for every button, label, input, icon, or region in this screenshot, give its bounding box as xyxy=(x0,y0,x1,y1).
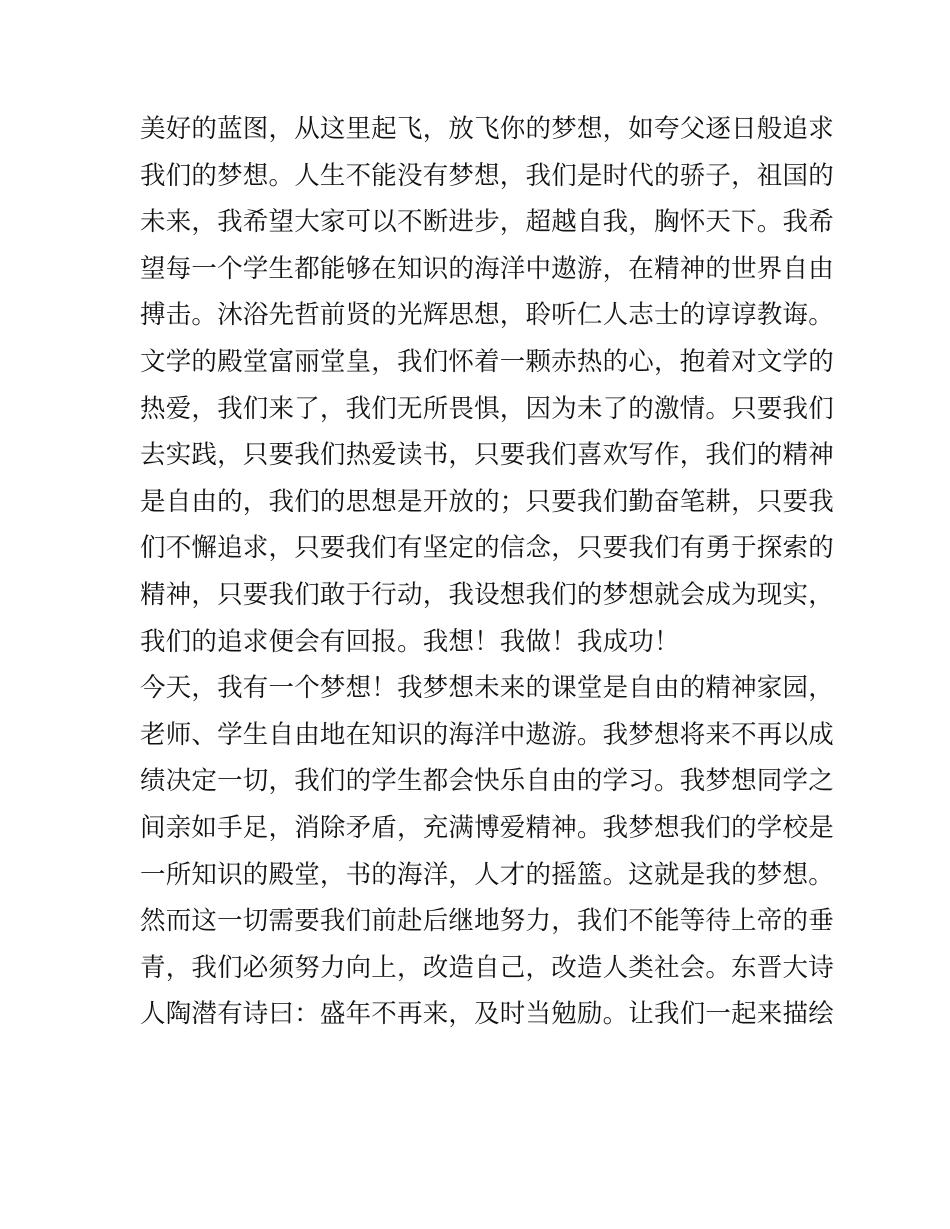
text-line: 精神，只要我们敢于行动，我设想我们的梦想就会成为现实， xyxy=(140,579,834,610)
text-line: 老师、学生自由地在知识的海洋中遨游。我梦想将来不再以成 xyxy=(140,719,834,750)
text-line: 是自由的，我们的思想是开放的；只要我们勤奋笔耕，只要我 xyxy=(140,486,834,517)
text-line: 然而这一切需要我们前赴后继地努力，我们不能等待上帝的垂 xyxy=(140,906,834,937)
text-line: 们不懈追求，只要我们有坚定的信念，只要我们有勇于探索的 xyxy=(140,533,834,564)
body-text xyxy=(140,106,834,1038)
text-line: 一所知识的殿堂，书的海洋，人才的摇篮。这就是我的梦想。 xyxy=(140,859,834,890)
text-line: 文学的殿堂富丽堂皇，我们怀着一颗赤热的心，抱着对文学的 xyxy=(140,346,834,377)
text-line: 我们的追求便会有回报。我想！我做！我成功！ xyxy=(140,626,680,657)
text-line: 我们的梦想。人生不能没有梦想，我们是时代的骄子，祖国的 xyxy=(140,160,834,191)
text-line: 人陶潜有诗曰：盛年不再来，及时当勉励。让我们一起来描绘 xyxy=(140,999,834,1030)
text-line: 搏击。沐浴先哲前贤的光辉思想，聆听仁人志士的谆谆教诲。 xyxy=(140,300,834,331)
text-line: 望每一个学生都能够在知识的海洋中遨游，在精神的世界自由 xyxy=(140,253,834,284)
text-line: 美好的蓝图，从这里起飞，放飞你的梦想，如夸父逐日般追求 xyxy=(140,114,834,144)
text-line: 热爱，我们来了，我们无所畏惧，因为未了的激情。只要我们 xyxy=(140,393,834,424)
text-line: 今天，我有一个梦想！我梦想未来的课堂是自由的精神家园， xyxy=(140,673,834,704)
text-line: 未来，我希望大家可以不断进步，超越自我，胸怀天下。我希 xyxy=(140,207,834,238)
text-line: 绩决定一切，我们的学生都会快乐自由的学习。我梦想同学之 xyxy=(140,766,834,797)
text-line: 间亲如手足，消除矛盾，充满博爱精神。我梦想我们的学校是 xyxy=(140,812,834,843)
text-line: 去实践，只要我们热爱读书，只要我们喜欢写作，我们的精神 xyxy=(140,440,834,471)
text-line: 青，我们必须努力向上，改造自己，改造人类社会。东晋大诗 xyxy=(140,952,834,983)
